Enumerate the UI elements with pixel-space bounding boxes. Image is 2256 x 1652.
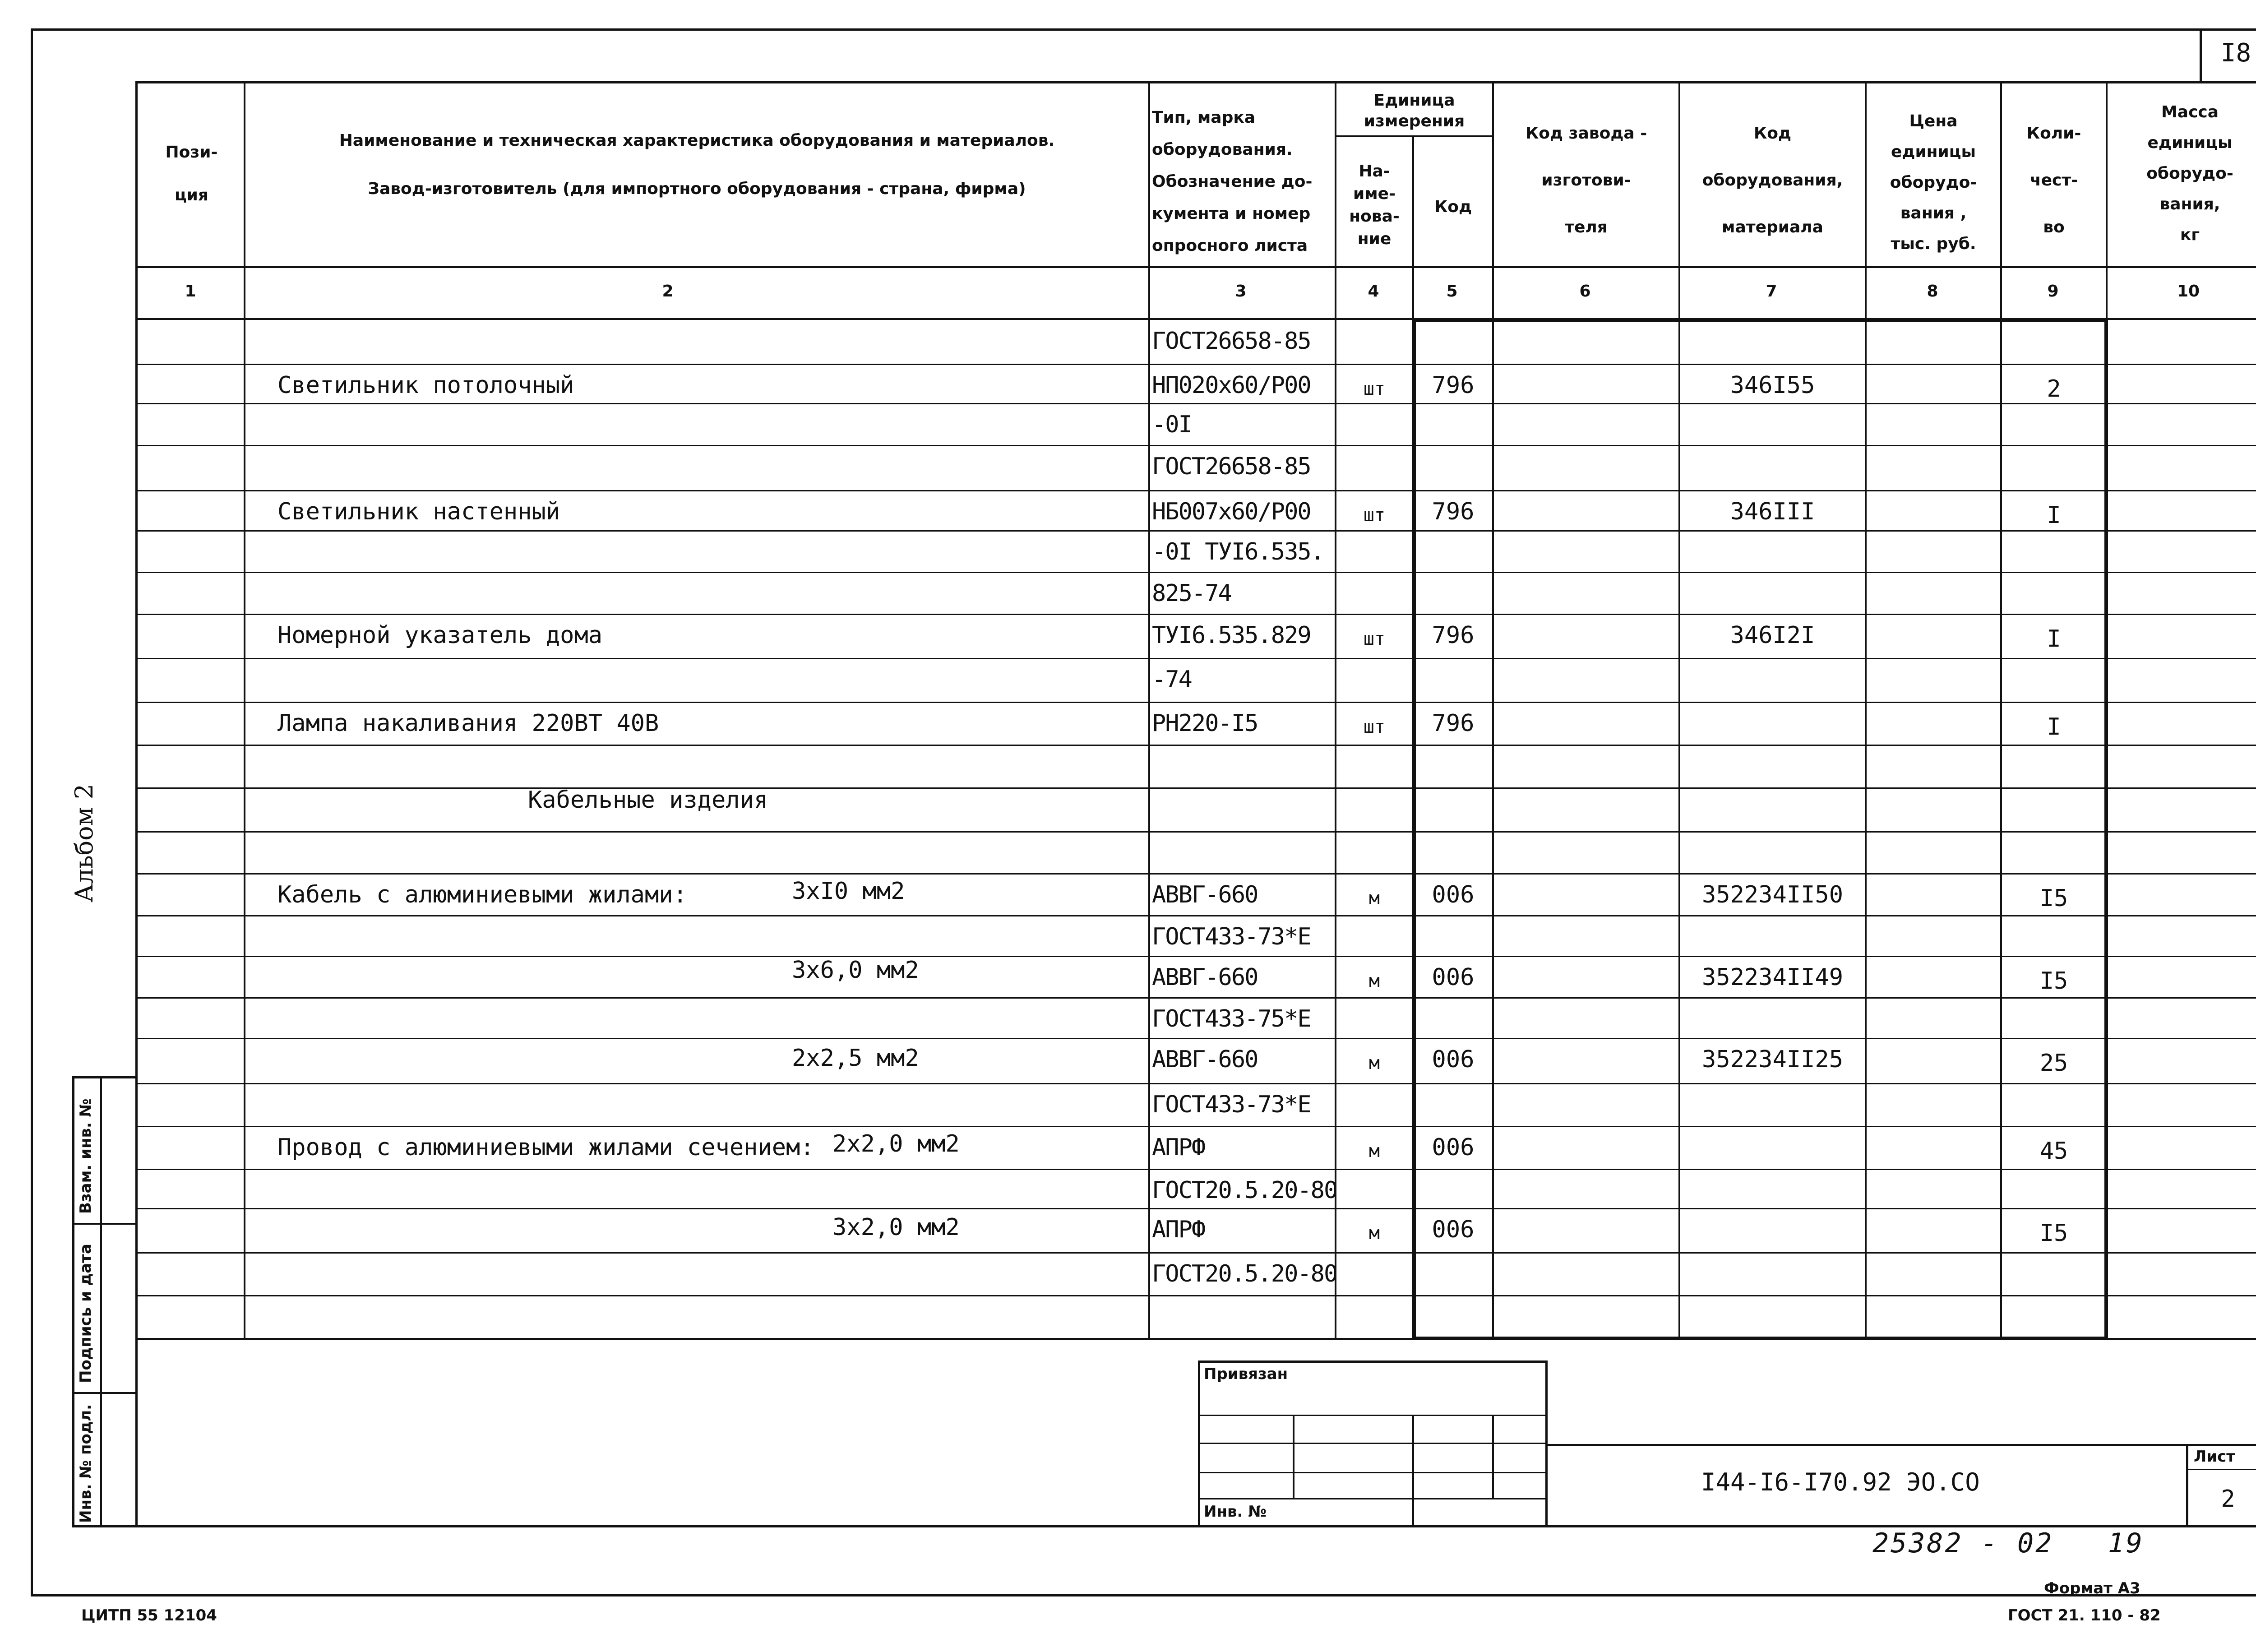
header-position: Пози- ция (165, 143, 218, 204)
header-price: Цена единицы оборудо- вания , тыс. руб. (1890, 112, 1977, 253)
size-cable-1: 3хI0 мм2 (792, 878, 905, 905)
row-divider (135, 1169, 2256, 1170)
handwritten-number: 25382 - 02 19 (1872, 1527, 2144, 1559)
col-line-1 (244, 81, 245, 1340)
item-quantity: 45 (2039, 1138, 2068, 1165)
item-unit-code: 006 (1432, 1046, 1475, 1073)
side-stamp-line-1 (72, 1223, 138, 1225)
footer-left: ЦИТП 55 12104 (81, 1606, 217, 1624)
bold-box (1412, 318, 2108, 1340)
item-unit-name: шт (1363, 505, 1386, 526)
header-mass: Масса единицы оборудо- вания, кг (2146, 103, 2233, 244)
header-unit-name: На- име- нова- ние (1349, 162, 1400, 248)
item-unit-code: 796 (1432, 498, 1475, 525)
col-line-2 (1148, 81, 1150, 1340)
section-title: Кабельные изделия (528, 787, 768, 814)
item-unit-code: 796 (1432, 372, 1475, 399)
row-divider (135, 364, 2256, 365)
colnum-2: 2 (662, 282, 674, 301)
item-unit-name: м (1368, 1053, 1380, 1074)
privyazan-line-1 (1198, 1415, 1548, 1416)
side-label-sign-date: Подпись и дата (77, 1244, 95, 1383)
row-divider (135, 490, 2256, 491)
item-name: Светильник потолочный (277, 372, 574, 399)
colnum-10: 10 (2177, 282, 2200, 301)
size-cable-3: 2х2,5 мм2 (792, 1045, 919, 1072)
item-quantity: I5 (2039, 1220, 2068, 1247)
header-type: Тип, марка оборудования. Обозначение до- кумента и номер опросного листа (1152, 108, 1313, 255)
item-equipment-code: 346I55 (1730, 372, 1815, 399)
side-stamp-divider (100, 1076, 102, 1527)
privyazan-vline-1 (1293, 1415, 1294, 1498)
item-name: Кабель с алюминиевыми жилами: (277, 881, 687, 908)
item-doc: ТУI6.535.829 (1152, 622, 1311, 649)
privyazan-vline-3 (1492, 1415, 1494, 1498)
row-divider (135, 702, 2256, 703)
album-label: Альбом 2 (70, 783, 98, 902)
header-bottom-line (135, 266, 2256, 268)
footer-gost: ГОСТ 21. 110 - 82 (2008, 1606, 2161, 1624)
item-equipment-code: 346I2I (1730, 622, 1815, 649)
row-divider (135, 745, 2256, 746)
item-doc: 825-74 (1152, 580, 1231, 607)
privyazan-line-3 (1198, 1472, 1548, 1473)
colnum-4: 4 (1368, 282, 1379, 301)
item-equipment-code: 346III (1730, 498, 1815, 525)
item-doc: РН220-I5 (1152, 710, 1258, 737)
doc-code: I44-I6-I70.92 ЭО.СО (1701, 1468, 1980, 1496)
item-quantity: I (2047, 713, 2061, 740)
colnum-8: 8 (1927, 282, 1938, 301)
sheet-box-line (2186, 1469, 2256, 1470)
item-quantity: I5 (2039, 967, 2068, 995)
item-quantity: 2 (2047, 375, 2061, 403)
row-divider (135, 572, 2256, 573)
row-divider (135, 956, 2256, 957)
item-doc: НБ007х60/Р00 (1152, 498, 1311, 525)
header-unit: Единица измерения (1364, 91, 1465, 130)
side-stamp-line-2 (72, 1392, 138, 1394)
row-divider (135, 445, 2256, 446)
item-quantity: 25 (2039, 1050, 2068, 1077)
colnum-1: 1 (185, 282, 196, 301)
footer-format: Формат А3 (2044, 1579, 2140, 1597)
item-name: Номерной указатель дома (277, 622, 603, 649)
header-name-line1: Наименование и техническая характеристика оборудования и материалов. (339, 131, 1055, 150)
item-unit-name: м (1368, 971, 1380, 991)
item-doc: ГОСТ433-73*Е (1152, 923, 1311, 950)
item-name: Светильник настенный (277, 498, 560, 525)
row-divider (135, 1038, 2256, 1039)
item-quantity: I (2047, 502, 2061, 529)
unit-header-line (1335, 135, 1492, 137)
item-doc: -0I ТУI6.535. (1152, 538, 1324, 565)
item-doc: ГОСТ433-75*Е (1152, 1005, 1311, 1032)
item-doc: ГОСТ20.5.20-80 (1152, 1177, 1337, 1204)
row-divider (135, 403, 2256, 404)
colnum-5: 5 (1446, 282, 1458, 301)
size-wire-2: 3х2,0 мм2 (832, 1214, 960, 1241)
header-equipment-code: Код оборудования, материала (1702, 124, 1843, 236)
item-doc: АВВГ-660 (1152, 881, 1258, 908)
row-divider (135, 873, 2256, 875)
colnum-3: 3 (1235, 282, 1247, 301)
privyazan-line-2 (1198, 1443, 1548, 1444)
row-divider (135, 1208, 2256, 1209)
privyazan-line-4 (1198, 1498, 1548, 1499)
privyazan-vline-2 (1412, 1415, 1414, 1527)
header-quantity: Коли- чест- во (2026, 124, 2081, 236)
colnum-9: 9 (2047, 282, 2059, 301)
item-unit-code: 006 (1432, 881, 1475, 908)
item-doc: АПРФ (1152, 1216, 1205, 1243)
sheet-label: Лист (2194, 1448, 2235, 1466)
size-wire-1: 2х2,0 мм2 (832, 1130, 960, 1157)
item-unit-code: 006 (1432, 1216, 1475, 1243)
row-divider (135, 1126, 2256, 1127)
row-divider (135, 530, 2256, 532)
item-doc: ГОСТ433-73*Е (1152, 1091, 1311, 1118)
row-divider (135, 997, 2256, 999)
item-equipment-code: 352234II25 (1701, 1046, 1844, 1073)
item-equipment-code: 352234II50 (1701, 881, 1844, 908)
title-block-border (135, 1340, 2256, 1527)
item-doc: -0I (1152, 411, 1192, 438)
item-unit-code: 006 (1432, 964, 1475, 991)
row-divider (135, 1252, 2256, 1254)
colnum-6: 6 (1579, 282, 1591, 301)
header-unit-code: Код (1434, 198, 1472, 216)
item-unit-code: 796 (1432, 622, 1475, 649)
row-divider (135, 1295, 2256, 1296)
item-doc: ГОСТ26658-85 (1152, 453, 1311, 480)
row-divider (135, 614, 2256, 615)
item-equipment-code: 352234II49 (1701, 964, 1844, 991)
item-doc: -74 (1152, 666, 1192, 693)
item-unit-code: 796 (1432, 710, 1475, 737)
item-name: Провод с алюминиевыми жилами сечением: (277, 1134, 814, 1161)
item-quantity: I5 (2039, 885, 2068, 912)
row-divider (135, 831, 2256, 833)
side-label-inv-podl: Инв. № подл. (77, 1404, 95, 1523)
item-unit-name: шт (1363, 717, 1386, 737)
row-divider (135, 915, 2256, 916)
header-plant-code: Код завода - изготови- теля (1525, 124, 1647, 236)
doc-code-top-line (1548, 1444, 2256, 1446)
header-name-line2: Завод-изготовитель (для импортного оборудования - страна, фирма) (368, 180, 1026, 198)
sheet-value: 2 (2221, 1485, 2235, 1513)
item-unit-code: 006 (1432, 1134, 1475, 1161)
item-doc: НП020х60/Р00 (1152, 372, 1311, 399)
item-doc: ГОСТ20.5.20-80 (1152, 1260, 1337, 1287)
side-label-inv-vzam: Взам. инв. № (77, 1098, 95, 1214)
row-divider (135, 1083, 2256, 1084)
item-quantity: I (2047, 625, 2061, 652)
item-unit-name: м (1368, 1223, 1380, 1244)
item-doc: АВВГ-660 (1152, 1046, 1258, 1073)
item-doc: АВВГ-660 (1152, 964, 1258, 991)
item-name: Лампа накаливания 220ВТ 40В (277, 710, 659, 737)
item-doc: ГОСТ26658-85 (1152, 328, 1311, 355)
row-divider (135, 787, 2256, 789)
item-unit-name: шт (1363, 379, 1386, 399)
item-unit-name: м (1368, 1141, 1380, 1161)
row-divider (135, 658, 2256, 659)
colnum-7: 7 (1766, 282, 1777, 301)
size-cable-2: 3х6,0 мм2 (792, 957, 919, 984)
bold-box-top (1412, 318, 2108, 322)
item-unit-name: шт (1363, 629, 1386, 649)
item-unit-name: м (1368, 888, 1380, 909)
sheet-number: I8 (2220, 38, 2251, 68)
item-doc: АПРФ (1152, 1134, 1205, 1161)
privyazan-label: Привязан (1204, 1365, 1288, 1383)
inv-no-label: Инв. № (1204, 1503, 1267, 1521)
